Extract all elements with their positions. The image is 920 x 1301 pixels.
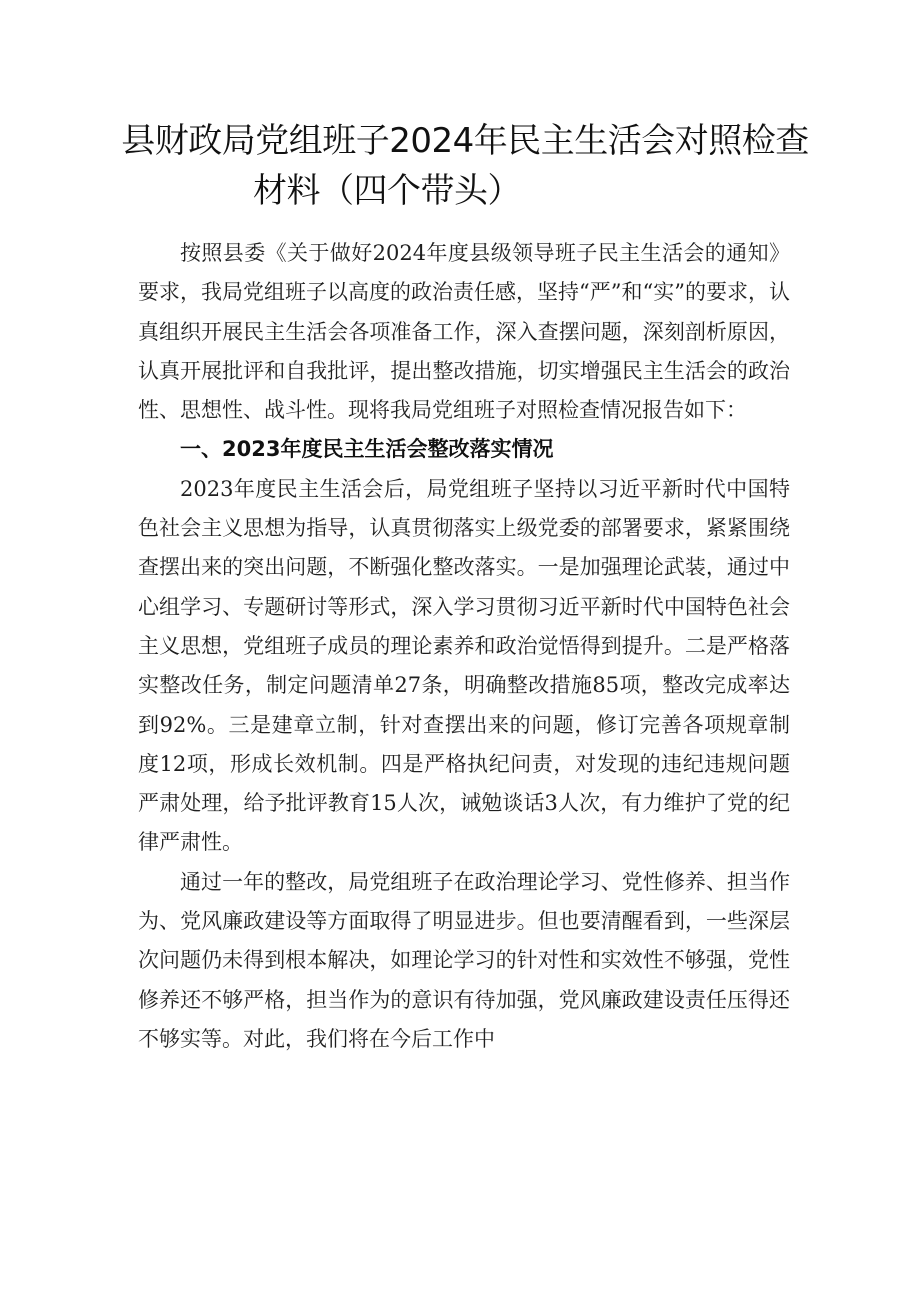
body-paragraph: 2023年度民主生活会后，局党组班子坚持以习近平新时代中国特色社会主义思想为指导，认真贯彻落实上级党委的部署要求，紧紧围绕查摆出来的突出问题，不断强化整改落实。一是加强理论武装，通过中心组学习、专题研讨等形式，深入学习贯彻习近平新时代中国特色社会主义思想，党组班子成员的理论素养和政治觉悟得到提升。二是严格落实整改任务，制定问题清单27条，明确整改措施85项，整改完成率达到92%。三是建章立制，针对查摆出来的问题，修订完善各项规章制度12项，形成长效机制。四是严格执纪问责，对发现的违纪违规问题严肃处理，给予批评教育15人次，诫勉谈话3人次，有力维护了党的纪律严肃性。 (138, 476, 790, 855)
title-line-1: 县财政局党组班子2024年民主生活会对照检查 (121, 121, 809, 161)
document-title (120, 116, 810, 216)
body-paragraph: 通过一年的整改，局党组班子在政治理论学习、党性修养、担当作为、党风廉政建设等方面取得了明显进步。但也要清醒看到，一些深层次问题仍未得到根本解决，如理论学习的针对性和实效性不够强，党性修养还不够严格，担当作为的意识有待加强，党风廉政建设责任压得还不够实等。对此，我们将在今后工作中 (138, 869, 790, 1051)
section-heading: 一、2023年度民主生活会整改落实情况 (180, 437, 554, 462)
intro-paragraph: 按照县委《关于做好2024年度县级领导班子民主生活会的通知》要求，我局党组班子以高度的政治责任感，坚持“严”和“实”的要求，认真组织开展民主生活会各项准备工作，深入查摆问题，深刻剖析原因，认真开展批评和自我批评，提出整改措施，切实增强民主生活会的政治性、思想性、战斗性。现将我局党组班子对照检查情况报告如下： (138, 241, 790, 423)
document-body (138, 234, 790, 1059)
title-line-2: 材料（四个带头） (253, 171, 521, 211)
